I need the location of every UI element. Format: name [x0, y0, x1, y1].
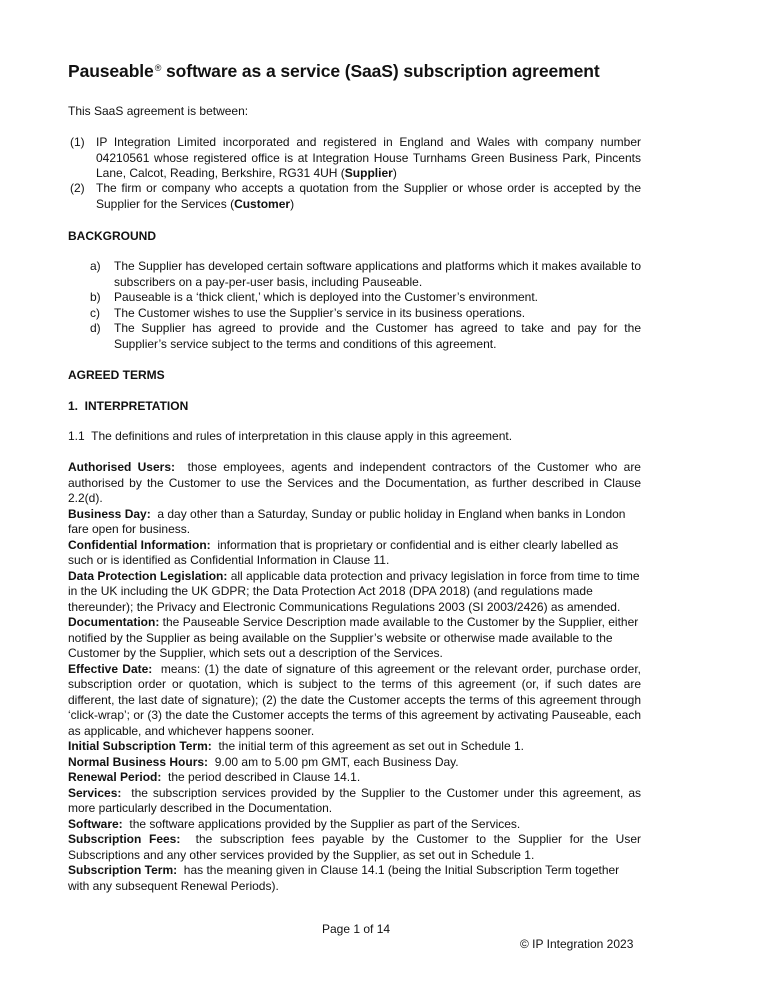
- background-item: [90, 321, 641, 352]
- definition-text: the Pauseable Service Description made available to the Customer by the Supplier, either notified by the Supplier as being available on the Supplier’s website or otherwise made available to the Customer by the Supplier, which sets out a description of the Services.: [68, 615, 642, 660]
- definition-term: Effective Date:: [68, 661, 153, 676]
- definition-text: has the meaning given in Clause 14.1 (being the Initial Subscription Term together with any subsequent Renewal Periods).: [68, 863, 623, 893]
- definition-text: 9.00 am to 5.00 pm GMT, each Business Day.: [208, 754, 459, 769]
- definition-item: [68, 817, 641, 833]
- party-number: (2): [70, 181, 85, 195]
- registered-mark: ®: [154, 63, 162, 73]
- agreed-terms-heading: AGREED TERMS: [68, 368, 165, 382]
- definition-item: [68, 615, 641, 662]
- definition-text: the software applications provided by the Supplier as part of the Services.: [122, 816, 521, 831]
- title-rest: software as a service (SaaS) subscription agreement: [161, 61, 600, 81]
- item-letter: b): [90, 290, 101, 304]
- page-number: Page 1 of 14: [322, 922, 391, 936]
- item-text: The Supplier has developed certain software applications and platforms which it makes available to subscribers on a pay-per-user basis, including Pauseable.: [114, 259, 641, 289]
- definition-item: [68, 785, 645, 817]
- definition-item: [68, 460, 645, 507]
- definition-text: the initial term of this agreement as set out in Schedule 1.: [211, 739, 524, 753]
- definition-text: those employees, agents and independent contractors of the Customer who are authorised by the Customer to use the Services and the Documentation, as further described in Clause 2.2(d).: [68, 460, 645, 505]
- title-product: Pauseable: [68, 61, 154, 81]
- definition-term: Data Protection Legislation:: [68, 568, 228, 583]
- background-heading: BACKGROUND: [68, 229, 156, 243]
- item-text: The Supplier has agreed to provide and the Customer has agreed to take and pay for the Supplier’s service subject to the terms and conditions of this agreement.: [114, 321, 641, 351]
- item-letter: c): [90, 305, 100, 320]
- definition-item: [68, 569, 641, 616]
- definition-term: Normal Business Hours:: [68, 754, 209, 769]
- definitions-list: [68, 460, 645, 894]
- definition-item: [68, 832, 645, 863]
- definition-text: information that is proprietary or confidential and is either clearly labelled as such or is identified as Confidential Information in Clause 11.: [68, 537, 622, 567]
- item-letter: d): [90, 321, 101, 335]
- definition-item: [68, 661, 645, 740]
- definition-item: [68, 507, 641, 538]
- party-customer: [68, 181, 641, 212]
- item-text: The Customer wishes to use the Supplier’s service in its business operations.: [114, 305, 526, 320]
- definition-item: [68, 538, 641, 569]
- definition-item: [68, 739, 641, 755]
- definition-term: Initial Subscription Term:: [68, 739, 212, 753]
- party-supplier: [68, 135, 641, 182]
- definition-text: a day other than a Saturday, Sunday or public holiday in England when banks in London fare open for business.: [68, 506, 629, 536]
- definition-text: the subscription services provided by the Supplier to the Customer under this agreement, as more particularly described in the Documentation.: [68, 785, 645, 815]
- definition-text: the period described in Clause 14.1.: [161, 770, 361, 784]
- document-title: [68, 61, 600, 82]
- definition-text: the subscription fees payable by the Customer to the Supplier for the User Subscriptions and any other services provided by the Supplier, as set out in Schedule 1.: [68, 832, 645, 862]
- clause-1-1: 1.1 The definitions and rules of interpretation in this clause apply in this agreement.: [68, 429, 513, 443]
- party-text: The firm or company who accepts a quotation from the Supplier or whose order is accepted by the Supplier for the Services (Customer): [96, 181, 641, 211]
- definition-term: Software:: [68, 816, 123, 831]
- background-item: [90, 290, 641, 306]
- copyright-notice: © IP Integration 2023: [520, 937, 634, 951]
- definition-text: all applicable data protection and privacy legislation in force from time to time in the UK including the UK GDPR; the Data Protection Act 2018 (DPA 2018) (and regulations made thereunder); the Privacy and Electronic Communications Regulations 2003 (SI 2003/2426) as amended.: [68, 568, 643, 614]
- definition-term: Subscription Fees:: [68, 832, 181, 846]
- definition-term: Authorised Users:: [68, 460, 175, 474]
- definition-item: [68, 770, 641, 786]
- definition-term: Business Day:: [68, 506, 151, 521]
- party-role: Supplier: [344, 166, 393, 180]
- definition-term: Renewal Period:: [68, 770, 162, 784]
- item-letter: a): [90, 259, 101, 273]
- definition-term: Documentation:: [68, 615, 160, 629]
- section-heading-interpretation: 1. INTERPRETATION: [68, 399, 189, 413]
- party-number: (1): [70, 135, 85, 149]
- background-list: [90, 259, 641, 352]
- definition-term: Confidential Information:: [68, 537, 211, 552]
- definition-term: Subscription Term:: [68, 863, 178, 877]
- definition-text: means: (1) the date of signature of this agreement or the relevant order, purchase order, subscription order or quotation, which is subject to the terms of this agreement (or, if such dates are different, the last date of signature); (2) the date the Customer accepts the terms of this agreement through ‘click-wrap’; or (3) the date the Customer accepts the terms of this agreement by activating Pauseable, each as applicable, and whichever happens sooner.: [68, 661, 645, 738]
- definition-item: [68, 863, 641, 894]
- intro-text: This SaaS agreement is between:: [68, 104, 249, 118]
- definition-term: Services:: [68, 785, 122, 800]
- party-role: Customer: [234, 196, 291, 211]
- background-item: [90, 259, 641, 290]
- background-item: [90, 306, 641, 322]
- item-text: Pauseable is a ‘thick client,’ which is deployed into the Customer’s environment.: [114, 290, 538, 304]
- party-text: IP Integration Limited incorporated and registered in England and Wales with company number 04210561 whose registered office is at Integration House Turnhams Green Business Park, Pincents Lane, Calcot, Reading, Berkshire, RG31 4UH (Supplier): [96, 135, 641, 180]
- definition-item: [68, 755, 641, 771]
